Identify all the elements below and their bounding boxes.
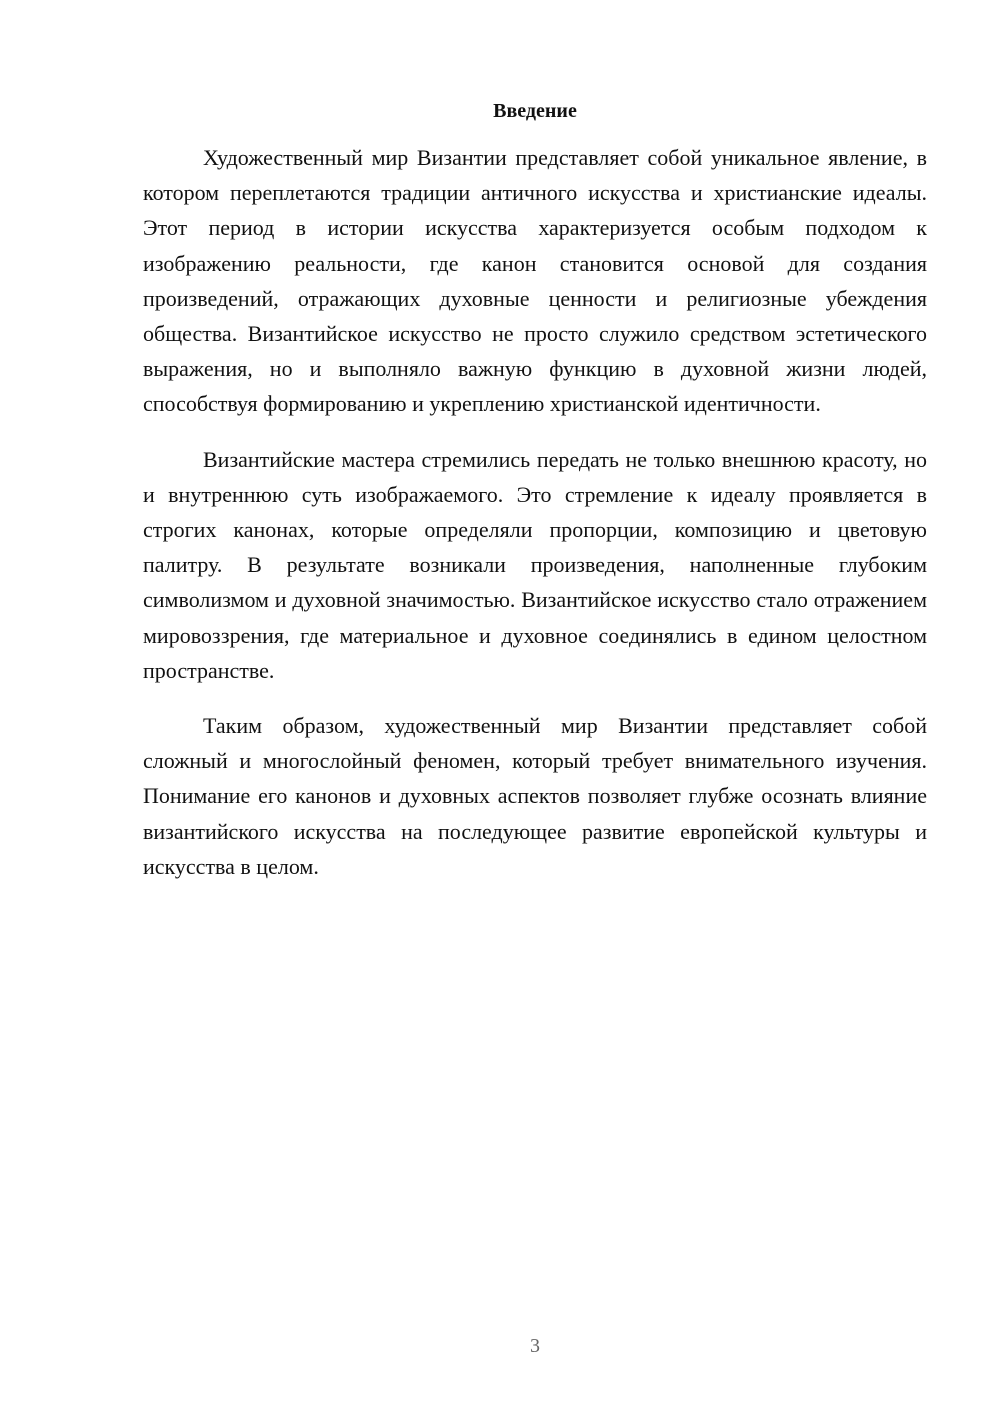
paragraph-3: Таким образом, художественный мир Византии представляет собой сложный и многослойный феномен, который требует внимательного изучения. Понимание его канонов и духовных аспектов позволяет глубже осознать влияние византийского искусства на последующее развитие европейской культуры и искусства в целом. [143, 713, 927, 879]
page-content [143, 96, 927, 904]
paragraph-2: Византийские мастера стремились передать не только внешнюю красоту, но и внутреннюю суть изображаемого. Это стремление к идеалу проявляется в строгих канонах, которые определяли пропорции, композицию и цветовую палитру. В результате возникали произведения, наполненные глубоким символизмом и духовной значимостью. Византийское искусство стало отражением мировоззрения, где материальное и духовное соединялись в едином целостном пространстве. [143, 446, 927, 683]
page-number: 3 [530, 1335, 540, 1357]
paragraph-1: Художественный мир Византии представляет собой уникальное явление, в котором переплетаются традиции античного искусства и христианские идеалы. Этот период в истории искусства характеризуется особым подходом к изображению реальности, где канон становится основой для создания произведений, отражающих духовные ценности и религиозные убеждения общества. Византийское искусство не просто служило средством эстетического выражения, но и выполняло важную функцию в духовной жизни людей, способствуя формированию и укреплению христианской идентичности. [143, 145, 927, 417]
section-title: Введение [493, 100, 577, 122]
